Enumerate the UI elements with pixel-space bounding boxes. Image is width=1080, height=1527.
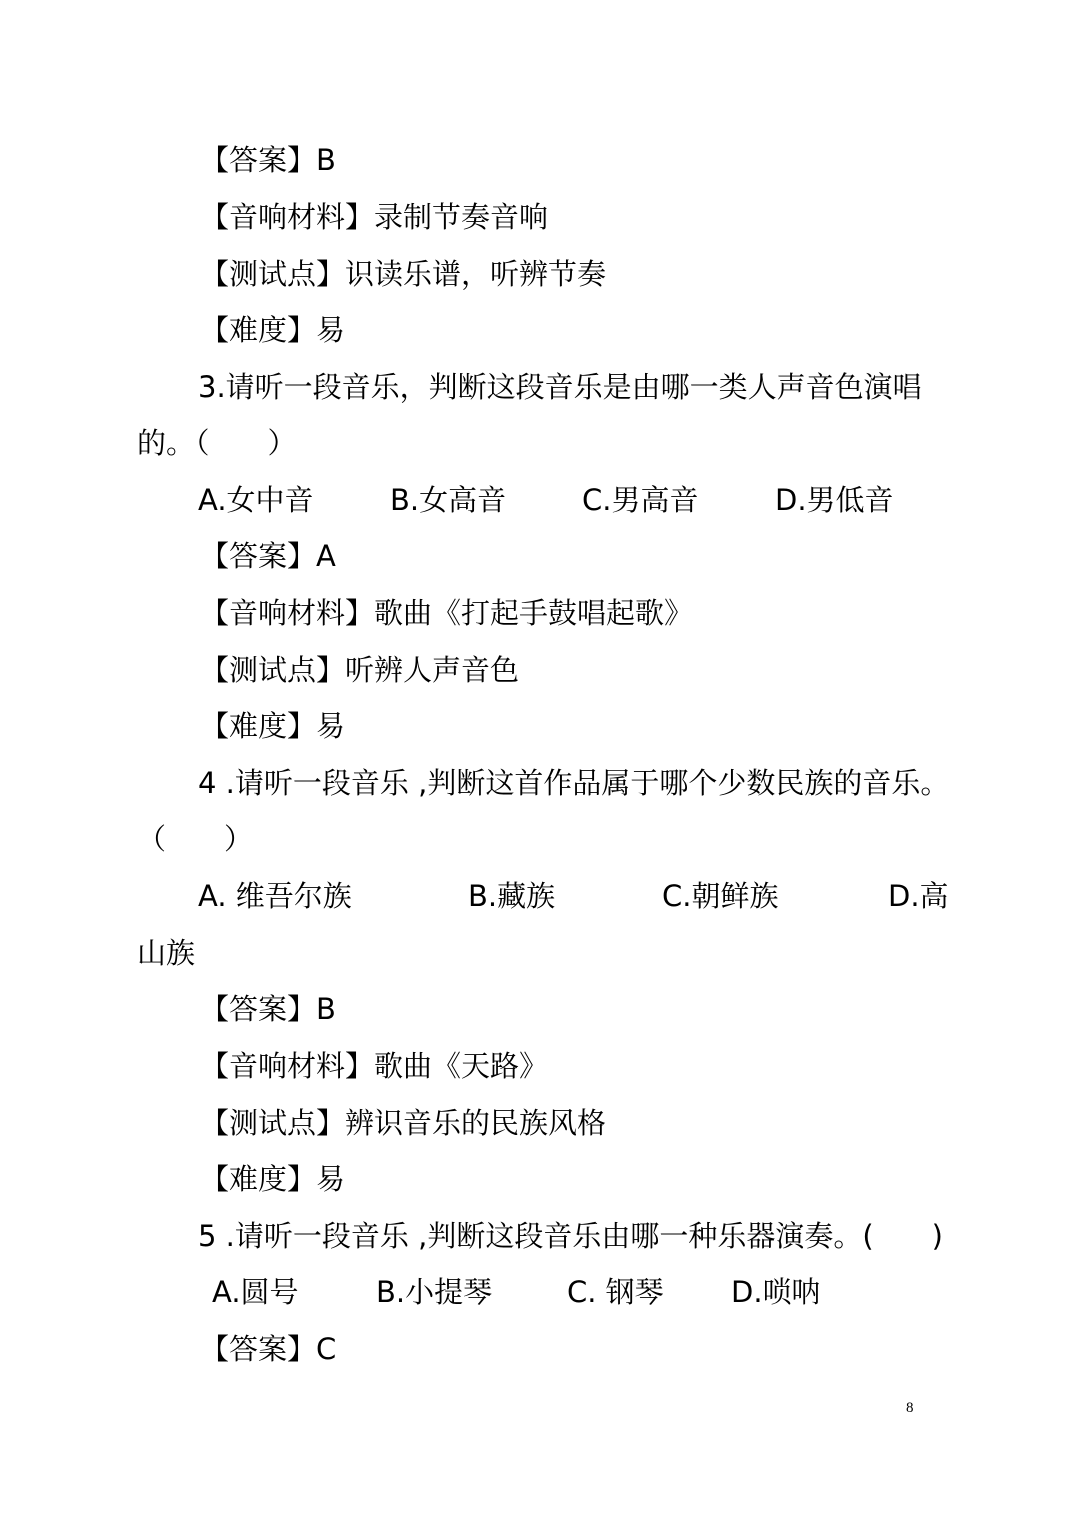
q3-option-a: A.女中音 (198, 483, 314, 517)
q3-test-point: 【测试点】听辨人声音色 (200, 653, 520, 687)
page-number: 8 (906, 1400, 914, 1416)
q3-audio-material: 【音响材料】歌曲《打起手鼓唱起歌》 (200, 596, 694, 630)
q5-option-b: B.小提琴 (376, 1275, 493, 1309)
q3-stem-continued: 的。（ ） (137, 426, 297, 460)
q2-test-point: 【测试点】识读乐谱，听辨节奏 (200, 257, 607, 291)
q3-option-d: D.男低音 (775, 483, 894, 517)
q2-answer: 【答案】B (200, 143, 336, 177)
q2-difficulty: 【难度】易 (200, 313, 346, 347)
q5-option-c: C. 钢琴 (567, 1275, 664, 1309)
q4-option-c: C.朝鲜族 (662, 879, 779, 913)
q4-audio-material: 【音响材料】歌曲《天路》 (200, 1049, 549, 1083)
q5-answer: 【答案】C (200, 1332, 337, 1366)
q4-stem: 4 .请听一段音乐 ,判断这首作品属于哪个少数民族的音乐。 (198, 766, 950, 800)
q5-option-d: D.唢呐 (731, 1275, 821, 1309)
q4-stem-continued: （ ） (137, 822, 254, 856)
q4-option-b: B.藏族 (468, 879, 556, 913)
q4-test-point: 【测试点】辨识音乐的民族风格 (200, 1106, 607, 1140)
q5-option-a: A.圆号 (212, 1275, 299, 1309)
q5-stem: 5 .请听一段音乐 ,判断这段音乐由哪一种乐器演奏。( ) (198, 1219, 943, 1253)
q2-audio-material: 【音响材料】录制节奏音响 (200, 200, 549, 234)
q3-answer: 【答案】A (200, 539, 336, 573)
q4-difficulty: 【难度】易 (200, 1162, 346, 1196)
q3-option-c: C.男高音 (582, 483, 699, 517)
q3-difficulty: 【难度】易 (200, 709, 346, 743)
q4-answer: 【答案】B (200, 992, 336, 1026)
q3-stem: 3.请听一段音乐，判断这段音乐是由哪一类人声音色演唱 (198, 370, 922, 404)
q4-option-d: D.高 (888, 879, 949, 913)
q3-option-b: B.女高音 (390, 483, 507, 517)
q4-option-a: A. 维吾尔族 (198, 879, 352, 913)
q4-option-d-continued: 山族 (137, 936, 196, 970)
